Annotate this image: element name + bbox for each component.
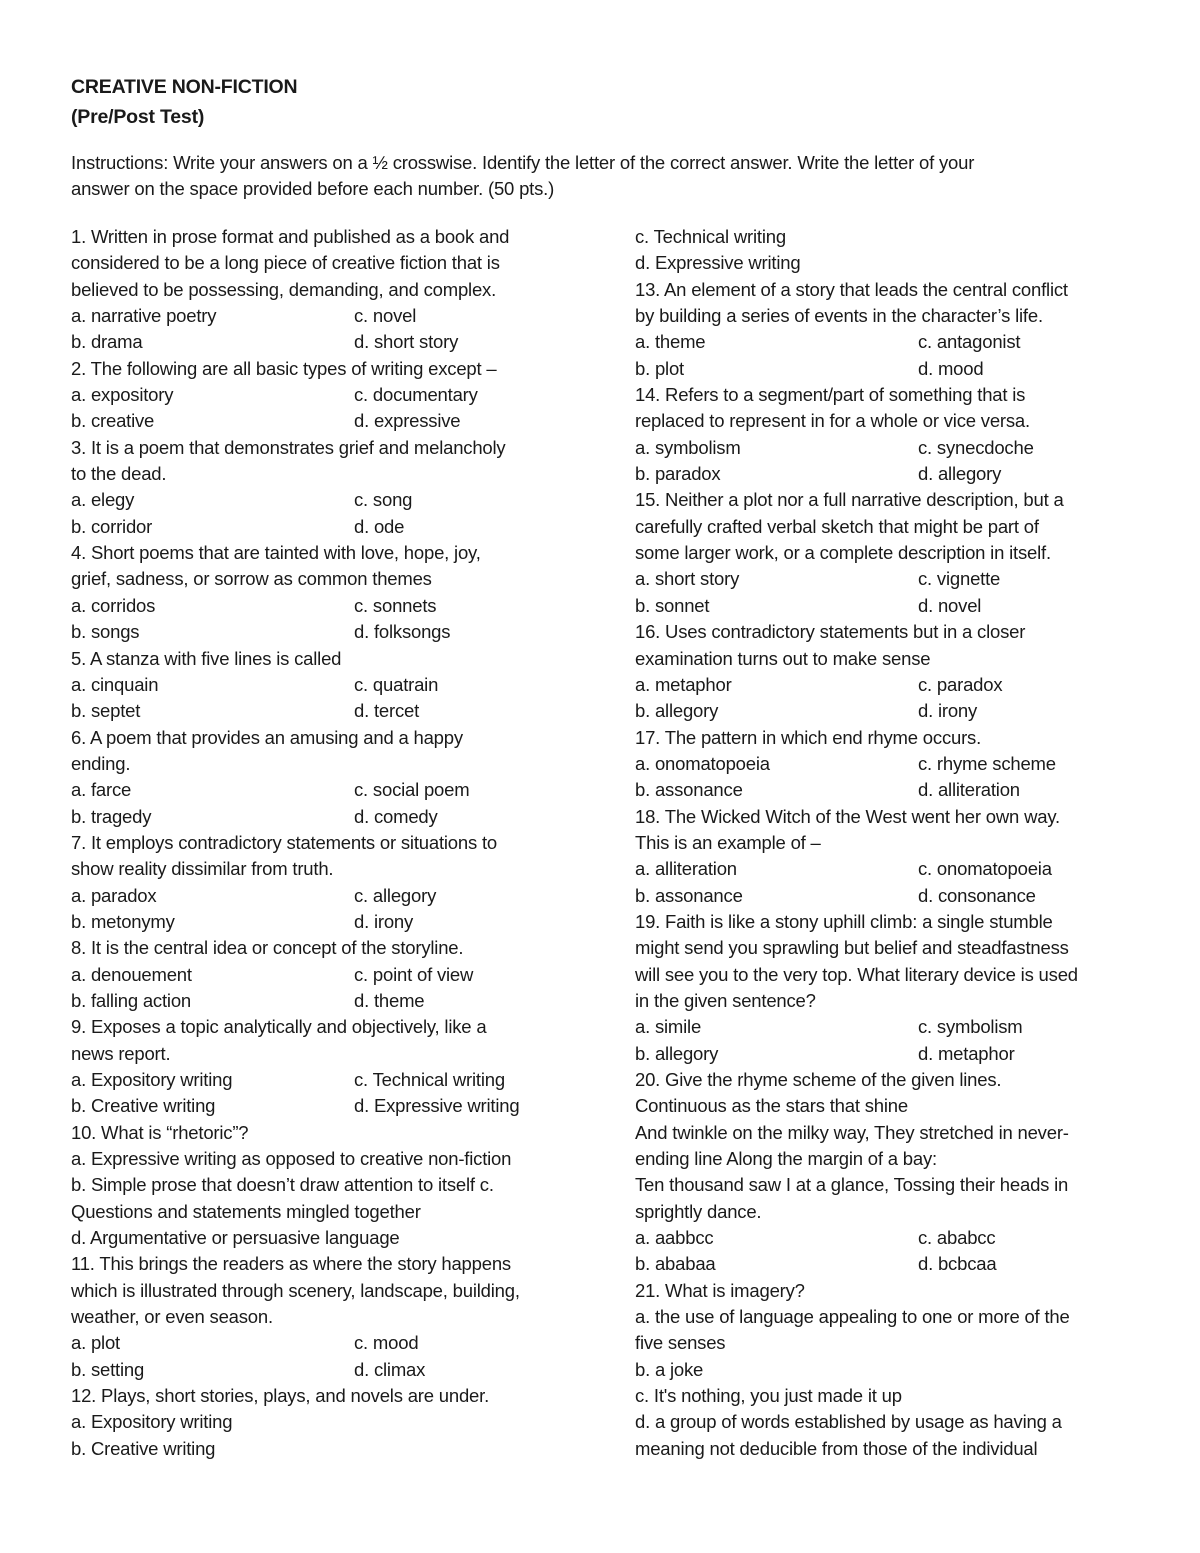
answer-choice-row (71, 777, 591, 803)
answer-choice: c. vignette (918, 568, 1001, 590)
answer-choice: c. point of view (354, 963, 474, 985)
question-line: by building a series of events in the character’s life. (635, 305, 1043, 327)
question-line: some larger work, or a complete description in itself. (635, 542, 1051, 564)
answer-choice: a. symbolism (635, 436, 741, 458)
question-line: b. Simple prose that doesn’t draw attention to itself c. (71, 1174, 494, 1196)
answer-choice: b. ababaa (635, 1253, 716, 1275)
answer-choice-row (635, 593, 1135, 619)
question-line: 3. It is a poem that demonstrates grief and melancholy (71, 436, 506, 458)
answer-choice: b. drama (71, 331, 143, 353)
answer-choice: d. comedy (354, 805, 438, 827)
answer-choice-row (635, 856, 1135, 882)
question-line: 10. What is “rhetoric”? (71, 1121, 249, 1143)
answer-choice: c. sonnets (354, 594, 437, 616)
answer-choice: b. metonymy (71, 910, 175, 932)
answer-choice-row (71, 593, 591, 619)
question-line: Ten thousand saw I at a glance, Tossing their heads in (635, 1174, 1069, 1196)
answer-choice: d. irony (918, 700, 978, 722)
question-line: ending. (71, 752, 131, 774)
answer-choice: c. ababcc (918, 1227, 996, 1249)
instructions-line: answer on the space provided before each number. (50 pts.) (71, 178, 555, 200)
answer-choice-row (71, 329, 591, 355)
answer-choice: b. allegory (635, 700, 719, 722)
question-line: news report. (71, 1042, 171, 1064)
answer-choice: d. folksongs (354, 621, 451, 643)
answer-choice-row (635, 1251, 1135, 1277)
question-line: five senses (635, 1332, 726, 1354)
answer-choice: d. tercet (354, 700, 420, 722)
question-line: a. the use of language appealing to one or more of the (635, 1306, 1070, 1328)
answer-choice: b. songs (71, 621, 140, 643)
question-line: replaced to represent in for a whole or vice versa. (635, 410, 1030, 432)
answer-choice-row (635, 751, 1135, 777)
question-line: 5. A stanza with five lines is called (71, 647, 342, 669)
question-line: examination turns out to make sense (635, 647, 931, 669)
answer-choice-row (635, 1225, 1135, 1251)
left-column (71, 224, 591, 1462)
answer-choice-row (71, 619, 591, 645)
answer-choice: b. Creative writing (71, 1095, 216, 1117)
answer-choice: d. expressive (354, 410, 461, 432)
question-line: might send you sprawling but belief and steadfastness (635, 937, 1069, 959)
answer-choice-row (71, 883, 591, 909)
answer-choice-row (71, 1357, 591, 1383)
answer-choice-row (71, 303, 591, 329)
answer-choice: c. onomatopoeia (918, 858, 1052, 880)
page-title: CREATIVE NON-FICTION (71, 76, 298, 98)
question-line: d. Expressive writing (635, 252, 801, 274)
question-line: 20. Give the rhyme scheme of the given lines. (635, 1069, 1002, 1090)
question-line: sprightly dance. (635, 1200, 762, 1222)
question-line: This is an example of – (635, 831, 821, 853)
answer-choice: c. documentary (354, 384, 478, 406)
answer-choice: d. ode (354, 515, 405, 537)
answer-choice-row (71, 1067, 591, 1093)
question-line: a. Expository writing (71, 1411, 233, 1433)
answer-choice-row (71, 804, 591, 830)
answer-choice: a. expository (71, 384, 174, 406)
question-line: in the given sentence? (635, 989, 816, 1011)
answer-choice: a. short story (635, 568, 740, 590)
answer-choice: d. Expressive writing (354, 1095, 520, 1117)
question-line: c. It's nothing, you just made it up (635, 1385, 902, 1407)
answer-choice-row (71, 962, 591, 988)
answer-choice: d. mood (918, 357, 984, 379)
question-line: 11. This brings the readers as where the story happens (71, 1253, 511, 1275)
answer-choice: a. farce (71, 779, 132, 801)
answer-choice-row (635, 356, 1135, 382)
question-line: Continuous as the stars that shine (635, 1095, 908, 1117)
answer-choice: a. onomatopoeia (635, 752, 770, 774)
answer-choice: a. aabbcc (635, 1227, 714, 1249)
answer-choice: a. alliteration (635, 858, 737, 880)
answer-choice: a. elegy (71, 489, 135, 511)
answer-choice: d. allegory (918, 463, 1002, 485)
question-line: 4. Short poems that are tainted with love, hope, joy, (71, 542, 481, 564)
question-line: 2. The following are all basic types of writing except – (71, 357, 497, 379)
answer-choice-row (635, 1014, 1135, 1040)
question-line: 15. Neither a plot nor a full narrative description, but a (635, 489, 1064, 511)
answer-choice-row (71, 672, 591, 698)
answer-choice: c. allegory (354, 884, 437, 906)
instructions (71, 150, 1131, 203)
question-line: 1. Written in prose format and published as a book and (71, 226, 510, 247)
answer-choice-row (71, 408, 591, 434)
answer-choice-row (71, 487, 591, 513)
question-line: 8. It is the central idea or concept of the storyline. (71, 937, 464, 959)
answer-choice: d. consonance (918, 884, 1036, 906)
answer-choice: a. theme (635, 331, 706, 353)
answer-choice-row (71, 909, 591, 935)
answer-choice: c. paradox (918, 673, 1003, 695)
answer-choice-row (71, 514, 591, 540)
question-line: carefully crafted verbal sketch that might be part of (635, 515, 1039, 537)
answer-choice: a. plot (71, 1332, 120, 1354)
answer-choice: b. allegory (635, 1042, 719, 1064)
question-line: will see you to the very top. What literary device is used (635, 963, 1078, 985)
question-line: 7. It employs contradictory statements or situations to (71, 831, 497, 853)
page-subtitle: (Pre/Post Test) (71, 106, 205, 128)
question-line: 13. An element of a story that leads the central conflict (635, 278, 1068, 300)
answer-choice: d. bcbcaa (918, 1253, 997, 1275)
answer-choice: d. novel (918, 594, 982, 616)
answer-choice: c. rhyme scheme (918, 752, 1056, 774)
answer-choice: b. corridor (71, 515, 153, 537)
answer-choice: a. denouement (71, 963, 192, 985)
answer-choice: c. synecdoche (918, 436, 1034, 458)
answer-choice: b. assonance (635, 779, 743, 801)
answer-choice-row (71, 1093, 591, 1119)
answer-choice-row (635, 566, 1135, 592)
question-line: b. a joke (635, 1358, 704, 1380)
question-line: c. Technical writing (635, 226, 786, 247)
question-line: 18. The Wicked Witch of the West went her own way. (635, 805, 1060, 827)
answer-choice-row (71, 988, 591, 1014)
answer-choice: c. mood (354, 1332, 419, 1354)
question-line: 17. The pattern in which end rhyme occurs. (635, 726, 982, 748)
question-line: 14. Refers to a segment/part of something that is (635, 384, 1026, 406)
question-line: b. Creative writing (71, 1437, 216, 1459)
answer-choice: b. tragedy (71, 805, 152, 827)
question-line: And twinkle on the milky way, They stretched in never- (635, 1121, 1069, 1143)
question-line: 21. What is imagery? (635, 1279, 805, 1301)
question-line: d. Argumentative or persuasive language (71, 1227, 400, 1249)
question-line: meaning not deducible from those of the individual (635, 1437, 1038, 1459)
answer-choice-row (71, 382, 591, 408)
answer-choice: a. paradox (71, 884, 157, 906)
answer-choice-row (635, 777, 1135, 803)
answer-choice: c. novel (354, 305, 417, 327)
answer-choice-row (635, 672, 1135, 698)
answer-choice: b. setting (71, 1358, 145, 1380)
right-column (635, 224, 1135, 1462)
answer-choice-row (635, 1041, 1135, 1067)
question-line: grief, sadness, or sorrow as common themes (71, 568, 432, 590)
answer-choice: c. Technical writing (354, 1069, 505, 1090)
question-line: 16. Uses contradictory statements but in a closer (635, 621, 1026, 643)
answer-choice: b. plot (635, 357, 684, 379)
question-line: Questions and statements mingled together (71, 1200, 421, 1222)
question-line: 9. Exposes a topic analytically and objectively, like a (71, 1016, 487, 1038)
question-line: which is illustrated through scenery, landscape, building, (71, 1279, 520, 1301)
answer-choice: a. narrative poetry (71, 305, 217, 327)
answer-choice: a. metaphor (635, 673, 732, 695)
answer-choice: c. antagonist (918, 331, 1021, 353)
answer-choice-row (635, 461, 1135, 487)
answer-choice: a. Expository writing (71, 1069, 233, 1090)
question-line: ending line Along the margin of a bay: (635, 1148, 937, 1170)
question-line: 12. Plays, short stories, plays, and novels are under. (71, 1385, 490, 1407)
answer-choice-row (71, 698, 591, 724)
answer-choice: d. alliteration (918, 779, 1020, 801)
answer-choice: d. theme (354, 989, 425, 1011)
question-line: a. Expressive writing as opposed to creative non-fiction (71, 1148, 512, 1170)
answer-choice: d. metaphor (918, 1042, 1015, 1064)
answer-choice: a. simile (635, 1016, 702, 1038)
answer-choice: d. climax (354, 1358, 426, 1380)
answer-choice: a. corridos (71, 594, 156, 616)
answer-choice-row (635, 435, 1135, 461)
answer-choice-row (635, 329, 1135, 355)
answer-choice: b. falling action (71, 989, 192, 1011)
question-line: believed to be possessing, demanding, and complex. (71, 278, 497, 300)
answer-choice: c. social poem (354, 779, 470, 801)
answer-choice: d. irony (354, 910, 414, 932)
question-line: 19. Faith is like a stony uphill climb: a single stumble (635, 910, 1053, 932)
question-line: weather, or even season. (71, 1306, 273, 1328)
answer-choice: c. symbolism (918, 1016, 1023, 1038)
answer-choice: b. creative (71, 410, 155, 432)
instructions-line: Instructions: Write your answers on a ½ crosswise. Identify the letter of the correct answer. Write the letter of your (71, 152, 975, 173)
question-line: show reality dissimilar from truth. (71, 858, 334, 880)
answer-choice: c. song (354, 489, 413, 511)
question-line: d. a group of words established by usage as having a (635, 1411, 1062, 1433)
answer-choice: b. paradox (635, 463, 721, 485)
answer-choice-row (635, 698, 1135, 724)
answer-choice: b. assonance (635, 884, 743, 906)
question-line: 6. A poem that provides an amusing and a happy (71, 726, 463, 748)
question-line: considered to be a long piece of creative fiction that is (71, 252, 500, 274)
answer-choice: a. cinquain (71, 673, 159, 695)
answer-choice: c. quatrain (354, 673, 439, 695)
question-line: to the dead. (71, 463, 167, 485)
answer-choice-row (635, 883, 1135, 909)
answer-choice-row (71, 1330, 591, 1356)
answer-choice: b. sonnet (635, 594, 710, 616)
answer-choice: b. septet (71, 700, 141, 722)
answer-choice: d. short story (354, 331, 459, 353)
